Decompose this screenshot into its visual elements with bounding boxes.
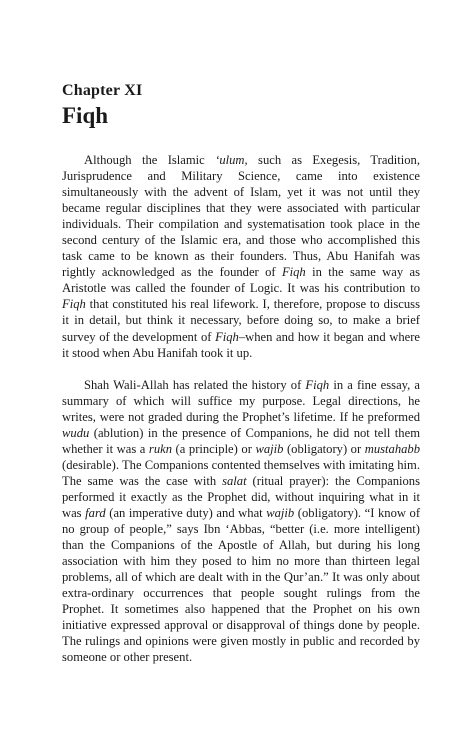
italic-term: Fiqh	[62, 297, 86, 312]
italic-term: Fiqh	[305, 377, 330, 392]
italic-term: rukn	[148, 441, 173, 456]
text-run: Shah Wali-Allah has related the history of	[84, 377, 306, 392]
italic-term: Fiqh	[281, 265, 306, 280]
text-run: (obligatory). “I know of no group of people,” says Ibn ‘Abbas, “better (i.e. more intelligent) than the Companions of the Apostle of Allah, but during his long association with him they posed to him no more than thirteen legal problems, all of which are dealt with in the Qur’an.” It was only about extra-ordinary occurrences that people sought rulings from the Prophet. It sometimes also happened that the Prophet on his own initiative expressed approval or disapproval of things done by people. The rulings and opinions were given mostly in public and recorded by someone or other present.	[62, 505, 421, 665]
text-run: such as Exegesis, Tradition, Jurisprudence and Military Science, came into existence simultaneously with the advent of Islam, yet it was not until they became regular disciplines that they were associated with particular individuals. Their compilation and systematisation took place in the second century of the Islamic era, and those who accomplished this task came to be known as their founders. Thus, Abu Hanifah was rightly acknowledged as the founder of	[62, 153, 420, 280]
chapter-title: Fiqh	[62, 103, 109, 128]
italic-term: fard	[85, 505, 106, 520]
text-run: (obligatory) or	[283, 441, 365, 456]
text-run: –when and how it began and where it stood when Abu Hanifah took it up.	[62, 329, 421, 360]
italic-term: salat	[222, 473, 247, 488]
chapter-number: Chapter XI	[62, 82, 143, 99]
text-run: Although the Islamic	[84, 153, 216, 167]
italic-term: wajib	[255, 441, 284, 456]
italic-term: ‘ulum,	[215, 153, 248, 167]
body-text	[62, 152, 420, 665]
text-run: (an imperative duty) and what	[105, 505, 267, 520]
italic-term: mustahabb	[364, 441, 421, 456]
text-run: (ritual prayer): the Companions performed it exactly as the Prophet did, without inquiring what in it was	[62, 473, 420, 520]
italic-term: wajib	[266, 505, 295, 520]
text-run: (a principle) or	[172, 441, 256, 456]
text-run: (ablution) in the presence of Companions, he did not tell them whether it was a	[62, 425, 420, 456]
text-run: in the same way as Aristotle was called the founder of Logic. It was his contribution to	[62, 265, 420, 296]
italic-term: Fiqh	[215, 329, 239, 344]
italic-term: wudu	[62, 425, 90, 440]
text-run: in a fine essay, a summary of which will suffice my purpose. Legal directions, he writes, were not graded during the Prophet’s lifetime. If he preformed	[62, 377, 421, 424]
paragraph-1	[62, 152, 420, 361]
paragraph-2	[62, 377, 420, 666]
text-run: (desirable). The Companions contented themselves with imitating him. The same was the case with	[62, 457, 420, 488]
text-run: that constituted his real lifework. I, therefore, propose to discuss it in detail, but think it necessary, before doing so, to make a brief survey of the development of	[62, 297, 420, 344]
